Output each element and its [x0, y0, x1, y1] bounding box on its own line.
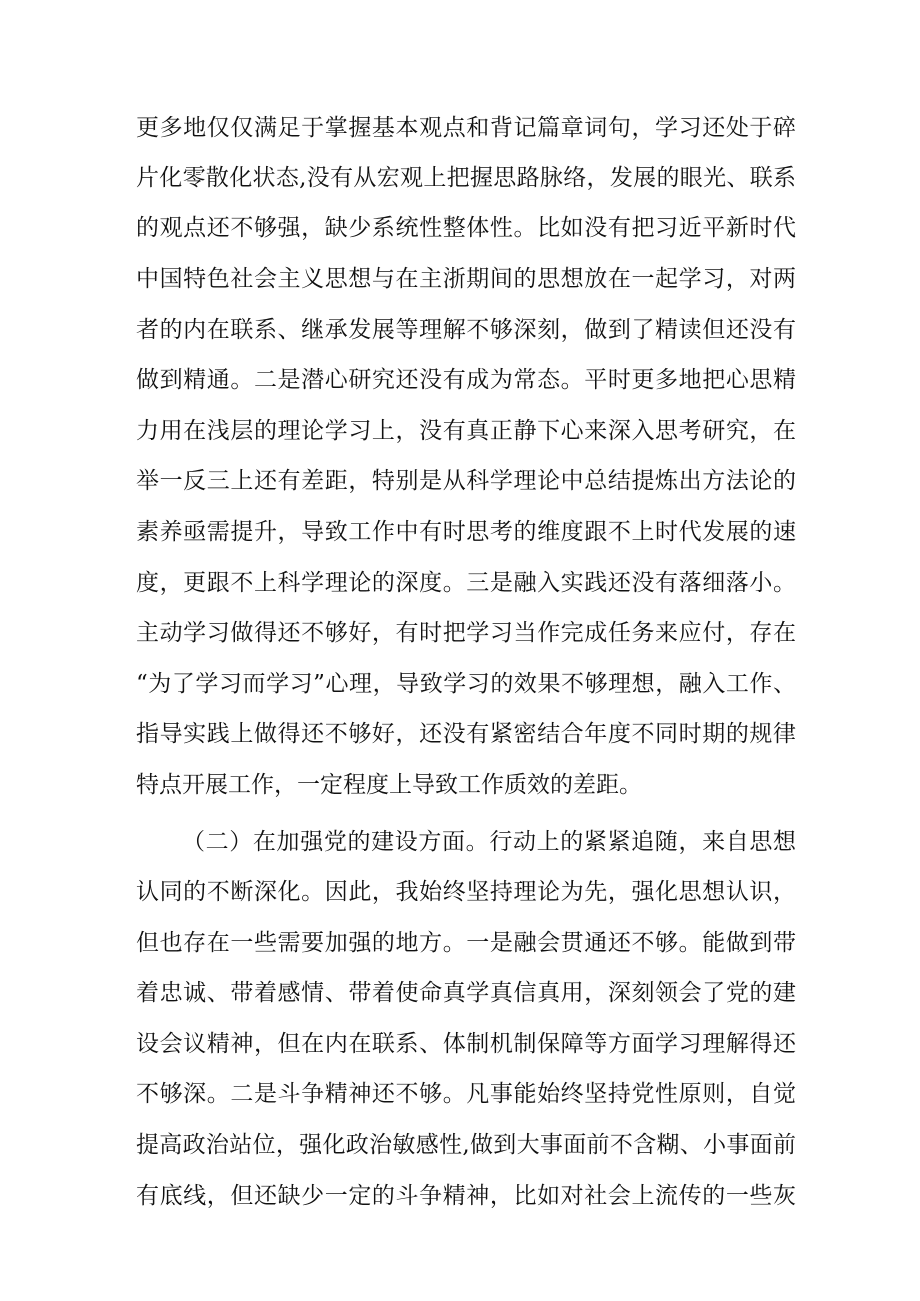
paragraph-1-line-3: 的观点还不够强，缺少系统性整体性。比如没有把习近平新时代: [136, 215, 796, 241]
paragraph-1-line-7: 力用在浅层的理论学习上，没有真正静下心来深入思考研究，在: [136, 418, 796, 444]
paragraph-2-line-8: 有底线，但还缺少一定的斗争精神，比如对社会上流传的一些灰: [136, 1183, 796, 1209]
paragraph-1-line-4: 中国特色社会主义思想与在主浙期间的思想放在一起学习，对两: [136, 266, 796, 292]
paragraph-2-line-4: 着忠诚、带着感情、带着使命真学真信真用，深刻领会了党的建: [136, 980, 796, 1006]
paragraph-2-line-5: 设会议精神，但在内在联系、体制机制保障等方面学习理解得还: [136, 1031, 796, 1057]
paragraph-1-line-5: 者的内在联系、继承发展等理解不够深刻，做到了精读但还没有: [136, 317, 796, 343]
paragraph-2-line-7: 提高政治站位，强化政治敏感性,做到大事面前不含糊、小事面前: [136, 1132, 796, 1158]
paragraph-2-line-3: 但也存在一些需要加强的地方。一是融会贯通还不够。能做到带: [136, 930, 796, 956]
paragraph-1-line-1: 更多地仅仅满足于掌握基本观点和背记篇章词句，学习还处于碎: [136, 115, 796, 141]
paragraph-1-line-9: 素养亟需提升，导致工作中有时思考的维度跟不上时代发展的速: [136, 519, 796, 545]
paragraph-2-line-2: 认同的不断深化。因此，我始终坚持理论为先，强化思想认识，: [136, 879, 796, 905]
paragraph-1-line-12: “为了学习而学习”心理，导致学习的效果不够理想，融入工作、: [136, 671, 796, 697]
paragraph-1-line-8: 举一反三上还有差距，特别是从科学理论中总结提炼出方法论的: [136, 468, 796, 494]
paragraph-1-line-14: 特点开展工作，一定程度上导致工作质效的差距。: [136, 772, 642, 798]
paragraph-2-line-1: （二）在加强党的建设方面。行动上的紧紧追随，来自思想: [182, 829, 796, 855]
paragraph-2-line-6: 不够深。二是斗争精神还不够。凡事能始终坚持党性原则，自觉: [136, 1081, 796, 1107]
paragraph-1-line-2: 片化零散化状态,没有从宏观上把握思路脉络，发展的眼光、联系: [136, 165, 796, 191]
paragraph-1-line-11: 主动学习做得还不够好，有时把学习当作完成任务来应付，存在: [136, 620, 796, 646]
paragraph-1-line-6: 做到精通。二是潜心研究还没有成为常态。平时更多地把心思精: [136, 367, 796, 393]
paragraph-1-line-10: 度，更跟不上科学理论的深度。三是融入实践还没有落细落小。: [136, 570, 796, 596]
paragraph-1-line-13: 指导实践上做得还不够好，还没有紧密结合年度不同时期的规律: [136, 721, 796, 747]
